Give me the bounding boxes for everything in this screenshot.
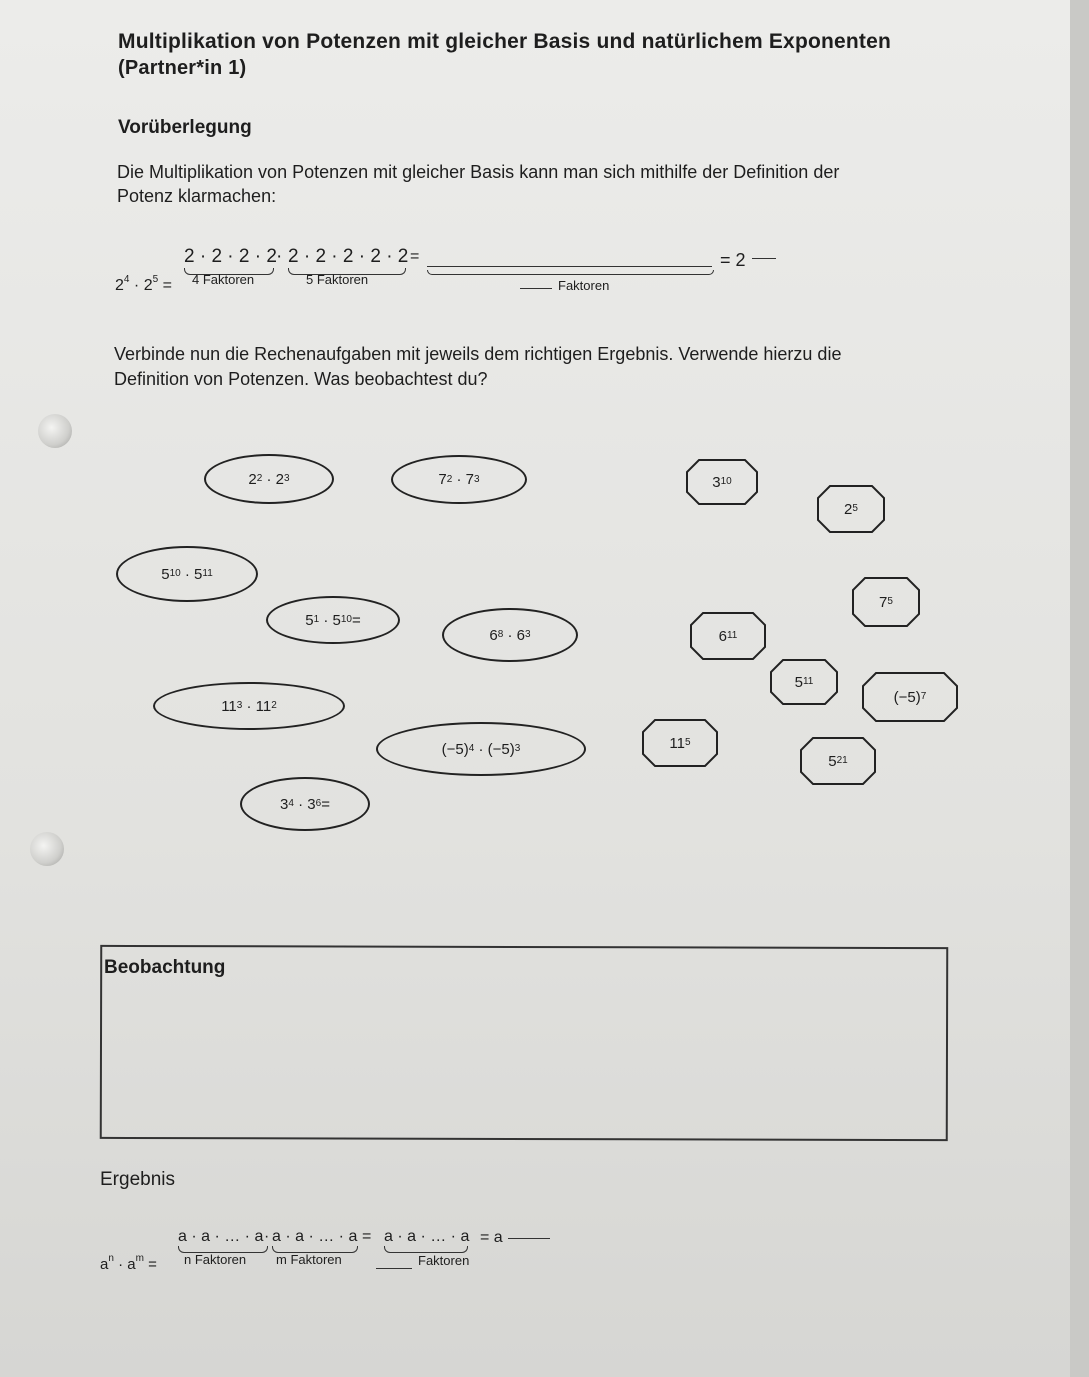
example-exponent-blank[interactable] <box>752 258 776 259</box>
example-brace3 <box>427 270 714 275</box>
result-heading: Ergebnis <box>100 1169 175 1190</box>
result-octagon-8[interactable]: 5 21 <box>800 737 876 785</box>
task-oval-7[interactable]: (−5) 4 · (−5) 3 <box>376 722 586 776</box>
observation-heading: Beobachtung <box>104 957 226 978</box>
task-oval-4[interactable]: 5 1 · 5 10 = <box>266 596 400 644</box>
result-final: = a <box>480 1229 503 1246</box>
result-octagon-5[interactable]: 5 11 <box>770 659 838 705</box>
example-count-blank[interactable] <box>520 288 552 289</box>
result-group2: a · a · … · a <box>272 1228 358 1245</box>
pre-heading: Vorüberlegung <box>118 117 252 138</box>
result-octagon-4[interactable]: 6 11 <box>690 612 766 660</box>
task-oval-5[interactable]: 6 8 · 6 3 <box>442 608 578 662</box>
task-oval-6[interactable]: 11 3 · 11 2 <box>153 682 345 730</box>
result-octagon-2[interactable]: 2 5 <box>817 485 885 533</box>
task-oval-2[interactable]: 7 2 · 7 3 <box>391 455 527 504</box>
example-lhs: $2^4 \cdot 2^5$ = <box>115 274 172 294</box>
example-group2: 2 · 2 · 2 · 2 · 2 <box>288 246 409 267</box>
result-group3: a · a · … · a <box>384 1228 470 1245</box>
result-octagon-1[interactable]: 3 10 <box>686 459 758 505</box>
example-group1-label: 4 Faktoren <box>192 272 255 287</box>
result-group2-label: m Faktoren <box>276 1252 342 1267</box>
pre-text-line1: Die Multiplikation von Potenzen mit gleicher Basis kann man sich mithilfe der Definition der <box>117 162 840 182</box>
example-mid-dot: · <box>276 246 283 267</box>
task-oval-3[interactable]: 5 10 · 5 11 <box>116 546 258 602</box>
page-title: Multiplikation von Potenzen mit gleicher Basis und natürlichem Exponenten <box>118 30 892 53</box>
example-equals: = <box>410 248 420 265</box>
result-mid-dot: · <box>264 1228 270 1245</box>
task-oval-8[interactable]: 3 4 · 3 6 = <box>240 777 370 831</box>
result-count-blank[interactable] <box>376 1268 412 1269</box>
result-group1-label: n Faktoren <box>184 1252 247 1267</box>
punch-hole-top <box>38 414 72 448</box>
pre-text-line2: Potenz klarmachen: <box>117 186 277 206</box>
example-fill-line[interactable] <box>427 266 712 267</box>
result-lhs: $a^n \cdot a^m$ = <box>100 1253 157 1273</box>
result-group3-label: Faktoren <box>418 1253 470 1268</box>
page-subtitle: (Partner*in 1) <box>118 57 247 79</box>
example-result: = 2 <box>720 250 746 270</box>
result-exponent-blank[interactable] <box>508 1238 550 1239</box>
result-equals: = <box>362 1228 372 1245</box>
example-blank-label: Faktoren <box>558 278 610 293</box>
task-text-line2: Definition von Potenzen. Was beobachtest du? <box>114 369 488 389</box>
punch-hole-bottom <box>30 832 64 866</box>
example-group1: 2 · 2 · 2 · 2 <box>184 246 277 267</box>
result-group1: a · a · … · a <box>178 1228 264 1245</box>
task-oval-1[interactable]: 2 2 · 2 3 <box>204 454 334 504</box>
example-group2-label: 5 Faktoren <box>306 272 369 287</box>
result-octagon-7[interactable]: 11 5 <box>642 719 718 767</box>
task-text-line1: Verbinde nun die Rechenaufgaben mit jeweils dem richtigen Ergebnis. Verwende hierzu die <box>114 344 842 364</box>
result-octagon-3[interactable]: 7 5 <box>852 577 920 627</box>
result-octagon-6[interactable]: (−5) 7 <box>862 672 958 722</box>
result-brace3 <box>384 1246 468 1253</box>
page-edge <box>1070 0 1089 1377</box>
observation-box[interactable] <box>100 945 949 1141</box>
